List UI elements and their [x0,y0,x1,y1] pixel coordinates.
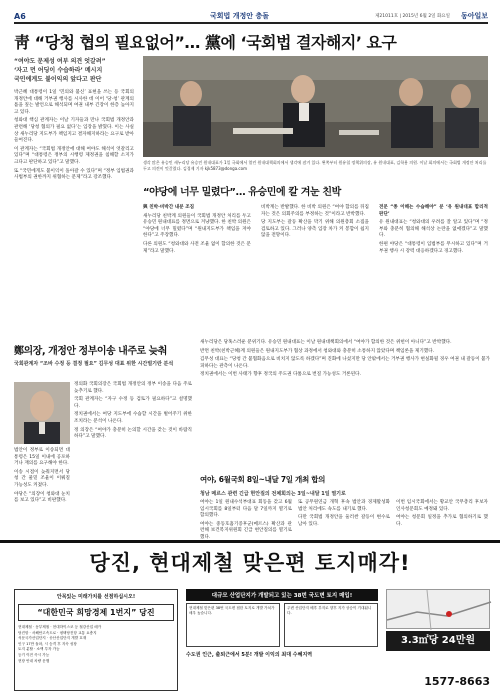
issue-info: 제21011호 | 2015년 6월 2일 화요일 [375,14,450,19]
ad-right-panel [386,589,490,691]
paragraph: 청와대 핵심 관계자는 이날 기자들과 만나 국회법 개정안과 관련해 ‘당청 협의가 필요 없다’는 입장을 밝혔다. 이는 사실상 새누리당 지도부가 책임지고 결자해지하라는 요구로 받아들여진다. [14,118,134,144]
article3-column-3 [396,500,488,536]
paragraph: 유 원내대표는 “청와대의 우려를 잘 알고 있다”며 “정부와 충분히 협의해 해석상 논란을 없애겠다”고 말했다. [379,220,488,239]
paragraph: 반면 친박(친박근혜)계 의원들은 원내지도부가 협상 과정에서 청와대와 충분히 소통하지 않았다며 책임론을 제기했다. [200,348,435,354]
quote-byline: 與 친박·비박간 내분 조짐 [143,205,195,210]
paragraph: 정치권에서는 여당 지도부에 수습할 시간을 벌어주기 위한 조치라는 분석이 나온다. [74,412,192,424]
ad-left-panel [14,589,178,691]
photo-caption: 생각 많은 유승민 새누리당 유승민 원내대표가 1일 국회에서 열린 원내대책회의에서 생각에 잠겨 있다. 왼쪽부터 원유철 정책위의장, 유 원내대표, 김학용 의원. 이날 회의에서는 국회법 개정안 처리를 두고 의견이 엇갈렸다. 김경제 기자 kjk5873@donga.com [143,160,487,171]
list-item: 석문국가산업단지 · 송산산업단지 개발 호재 [18,636,87,641]
subhead: “여야도 문제성 여부 의견 엇갈려” [14,58,106,65]
advertisement [0,540,500,691]
price-badge: 3.3㎡당 24만원 [386,631,490,651]
paragraph: 전문 “종 이해는 수습해야” 분 ‘유 원내대표 합리적 판단’ [379,205,488,217]
portrait-photo [14,382,70,444]
list-item: 현장 안내 차량 운행 [18,658,50,663]
list-item: 인구 17만 돌파, 시 승격 후 지속 성장 [18,641,77,646]
subheads [14,57,134,84]
article2-column-2 [14,448,70,532]
ad-info-box: 현대제철 맞은편 38번 국도변 접한 토지로 개발 가치가 매우 높습니다. [186,603,280,647]
paragraph: 이송 시점이 늦춰지면서 당청 간 물밑 조율이 이뤄질 가능성도 커졌다. [14,469,70,488]
list-item: 당진항 · 서해안고속도로 · 평택당진항 교통 요충지 [18,630,97,635]
ad-title: 당진, 현대제철 맞은편 토지매각! [89,551,411,575]
article2-column-1 [74,382,192,532]
paragraph: 국회 관계자는 “자구 수정 등 검토가 필요하다”고 설명했다. [74,397,192,409]
quote-column-2 [261,205,369,330]
page-header [14,10,488,24]
newspaper-name: 동아일보 [460,12,488,20]
paragraph: 다만 국회법 개정안을 둘러싼 갈등이 변수로 남아 있다. [298,515,390,527]
paragraph: 김무성 대표는 “당청 간 불협화음으로 비치지 않도록 하겠다”며 진화에 나섰지만 당 안팎에서는 거부권 행사가 현실화될 경우 여권 내 갈등이 불가피하다는 관측이 나온다. [200,357,490,369]
paragraph: 정치권에서는 이번 사태가 향후 정국의 주도권 다툼으로 번질 가능성도 거론된다. [200,372,362,378]
subhead: ‘자고 먼 어딩이 수습하라’ 메시지 [14,67,103,74]
article3-subtitle: 청남 메르스 관련 긴급 현안질의 전체회의는 3일~내달 1일 열기로 [200,491,346,497]
article3-column-2 [298,500,390,536]
ad-feature-list [18,625,174,664]
paragraph: 한편 야당은 “대통령이 입법부를 무시하고 있다”며 거부권 행사 시 강력 대응하겠다고 경고했다. [379,241,488,254]
paragraph: 또 공무원연금 개혁 후속 법안과 경제활성화 법안 처리에도 속도를 내기로 했다. [298,500,390,512]
article2-subtitle: 국회관계자 “조바 수정 등 결정 필요” 김무성 대표 위한 시간벌기란 분석 [14,361,174,367]
ad-middle-footer: 수도권 인근, 출퇴근에서 5분! 개발 이익의 최대 수혜지역 [186,652,313,658]
quote-headline: “야당에 너무 밀렸다”… 유승민에 칼 겨눈 친박 [143,187,341,198]
paragraph: 새누리당은 당혹스러운 분위기다. 유승민 원내대표는 이날 원내대책회의에서 “여야가 합의한 것은 위헌이 아니다”고 반박했다. [200,340,452,345]
page-number: A6 [14,11,26,21]
phone-number: 1577-8663 [424,675,490,688]
ad-slogan: “대한민국 희망경제 1번지” 당진 [18,604,174,621]
list-item: 현대제철 · 동부제철 · 현대하이스코 등 철강산업 메카 [18,625,102,629]
news-photo [143,56,488,157]
paragraph: 또 “국민에게도 불이익이 돌아갈 수 있다”며 “정부 입법권과 사법부의 권한까지 위협하는 문제”라고 강조했다. [14,168,134,181]
paragraph: 다른 의원도 “청와대와 사전 조율 없이 합의한 것은 문제”라고 말했다. [143,241,251,254]
paragraph: 박근혜 대통령이 1일 ‘민의와 불신’ 표현을 쓰는 등 국회의 개정안에 대해 거부권 행사를 시사한 데 이어 ‘당·청’ 관계의 틀을 짚는 발언으로 해석되며 여권 내부 긴장이 한층 높아지고 있다. [14,90,134,115]
paragraph: 여야는 1일 원내수석부대표 회동을 갖고 6월 임시국회를 8일부터 다음 달 7일까지 열기로 합의했다. [200,500,292,519]
ad-tagline: 안목있는 미래가치를 선점하십시오! [56,594,136,600]
article3-title: 여야, 6월국회 8일~내달 7일 개최 합의 [200,475,326,484]
paragraph: 이 관계자는 “국회법 개정안에 대해 여야도 해석이 엇갈리고 있다”며 “대통령은 정부의 시행령 제정권을 침해할 소지가 크다고 판단하고 있다”고 말했다. [14,146,134,165]
quote-column-1 [143,205,251,330]
subhead: 국민에게도 불이익의 앞다고 판단 [14,76,102,83]
ad-middle-panel [186,589,378,691]
paragraph: 정 의장은 “여야가 충분히 논의할 시간을 갖는 것이 바람직하다”고 말했다. [74,427,192,440]
paragraph: 정의화 국회의장은 국회법 개정안의 정부 이송을 다음 주로 늦추기로 했다. [74,382,192,394]
paragraph: 여야는 청문회 일정을 추가로 협의하기로 했다. [396,515,488,527]
location-map [386,589,490,629]
paragraph: 비박계는 반발했다. 한 비박 의원은 “여야 합의를 뒤집자는 것은 의회주의를 부정하는 것”이라고 반박했다. [261,205,369,217]
section-title: 국회법 개정안 충돌 [210,12,269,20]
paragraph: 야당은 “의장이 청와대 눈치를 보고 있다”고 비판했다. [14,491,70,504]
list-item: 등기 이전 즉시 가능 [18,652,50,657]
article2-title: 鄭의장, 개정안 정부이송 내주로 늦춰 [14,346,167,357]
main-headline: 靑 “당청 협의 필요없어”… 黨에 ‘국회법 결자해지’ 요구 [14,33,397,52]
paragraph: 이번 임시국회에서는 황교안 국무총리 후보자 인사청문회도 예정돼 있다. [396,500,488,512]
ad-info-box: 주변 산업단지 배후 부지로 향후 지가 상승이 기대됩니다. [284,603,378,647]
ad-middle-heading: 대규모 산업단지가 개발되고 있는 38번 국도변 토지 매입! [186,589,378,601]
article3-column-1 [200,500,292,540]
paragraph: 여야는 중동호흡기증후군(메르스) 확산과 관련해 보건복지위원회 긴급 현안질의를 열기로 했다. [200,521,292,540]
paragraph: 새누리당 친박계 의원들이 국회법 개정안 처리를 두고 유승민 원내대표를 정면으로 겨냥했다. 한 친박 의원은 “야당에 너무 밀렸다”며 “원내지도부가 책임을 져야 한다”고 주장했다. [143,213,251,239]
paragraph: 법안이 정부로 이송되면 대통령은 15일 이내에 공포하거나 재의를 요구해야 한다. [14,448,70,467]
list-item: 토지 분할 · 소액 투자 가능 [18,647,60,652]
main-article-continued [200,340,490,468]
main-article-column-1 [14,90,134,328]
paragraph: 당 지도부는 갈등 확산을 막기 위해 의원총회 소집을 검토하고 있다. 그러나 양측 입장 차가 커 봉합이 쉽지 않을 전망이다. [261,220,369,239]
quote-column-3 [379,205,488,330]
